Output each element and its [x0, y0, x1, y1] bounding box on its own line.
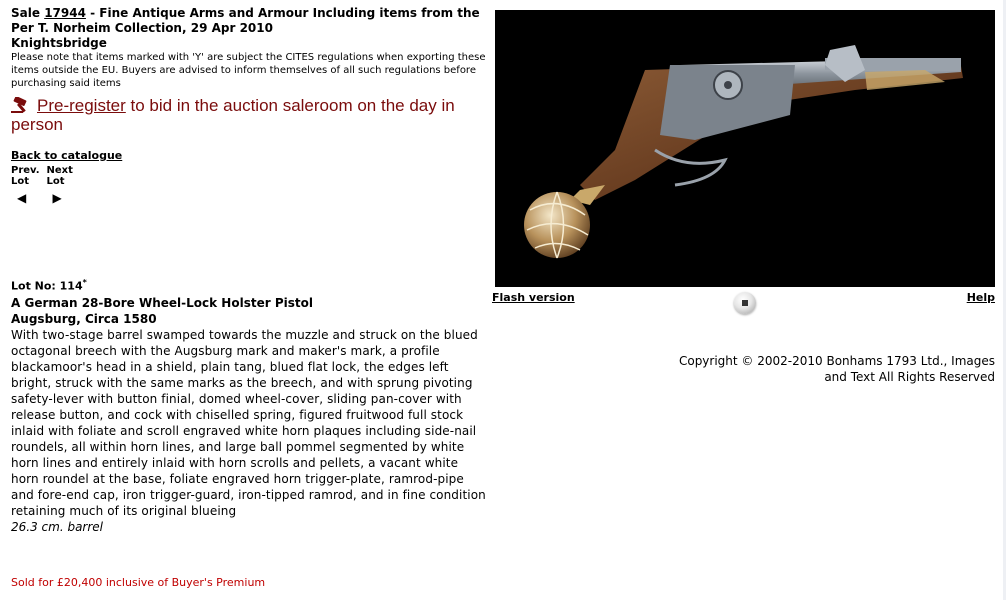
sale-header — [11, 6, 486, 134]
gavel-icon — [11, 97, 35, 113]
lot-number — [11, 278, 486, 293]
prev-lot-label: Prev. — [11, 165, 40, 176]
prev-arrow-icon[interactable]: ◀ — [17, 191, 27, 205]
copyright-notice: Copyright © 2002-2010 Bonhams 1793 Ltd., Images and Text All Rights Reserved — [678, 354, 995, 384]
lot-details — [11, 278, 486, 535]
next-lot-label: Next — [46, 165, 73, 176]
pistol-image — [495, 10, 995, 287]
lot-number-text: Lot No: 114 — [11, 279, 83, 293]
next-arrow-icon[interactable]: ▶ — [52, 191, 62, 205]
preregister-link[interactable]: Pre-register — [37, 96, 126, 115]
preregister-line — [11, 96, 486, 134]
sale-prefix: Sale — [11, 6, 40, 20]
preregister-text: to bid in the auction saleroom on the day in person — [11, 96, 455, 134]
next-lot-label-2: Lot — [46, 176, 65, 187]
sale-location: Knightsbridge — [11, 36, 107, 50]
prev-lot[interactable] — [11, 165, 43, 204]
lot-navigation — [11, 165, 78, 204]
next-lot[interactable] — [46, 165, 78, 204]
back-to-catalogue-link[interactable]: Back to catalogue — [11, 149, 123, 162]
lot-title: A German 28-Bore Wheel-Lock Holster Pistol — [11, 295, 313, 310]
cites-notice: Please note that items marked with 'Y' are subject the CITES regulations when exporting these items outside the EU. Buyers are advised to inform themselves of all such regulations before purchasing said items — [11, 52, 486, 89]
sale-title — [11, 6, 486, 51]
lot-measurement: 26.3 cm. barrel — [11, 519, 104, 534]
stop-icon — [742, 300, 748, 306]
lot-subtitle: Augsburg, Circa 1580 — [11, 311, 157, 326]
sale-title-text: - Fine Antique Arms and Armour Including items from the Per T. Norheim Collection, 29 Apr 2010 — [11, 6, 480, 35]
lot-marker: * — [82, 278, 87, 287]
prev-lot-label-2: Lot — [11, 176, 30, 187]
stop-button[interactable] — [734, 292, 756, 314]
sold-price: Sold for £20,400 inclusive of Buyer's Premium — [11, 576, 266, 589]
sale-number-link[interactable]: 17944 — [44, 6, 86, 20]
help-link[interactable]: Help — [966, 291, 995, 304]
flash-version-link[interactable]: Flash version — [492, 291, 575, 304]
lot-image-viewer[interactable] — [495, 10, 995, 287]
lot-description: With two-stage barrel swamped towards the muzzle and struck on the blued octagonal breech with the Augsburg mark and maker's mark, a profile blackamoor's head in a shield, plain tang, blued flat lock, the edges left bright, struck with the same marks as the breech, and with sprung pivoting safety-lever with button finial, domed wheel-cover, sliding pan-cover with release button, and cock with chiselled spring, figured fruitwood full stock inlaid with foliate and scroll engraved white horn plaques including side-nail roundels, all within horn lines, and large ball pommel segmented by white horn lines and entirely inlaid with horn scrolls and pellets, a vacant white horn roundel at the base, foliate engraved horn trigger-plate, ramrod-pipe and fore-end cap, iron trigger-guard, iron-tipped ramrod, and in fine condition retaining much of its original blueing — [11, 327, 486, 518]
